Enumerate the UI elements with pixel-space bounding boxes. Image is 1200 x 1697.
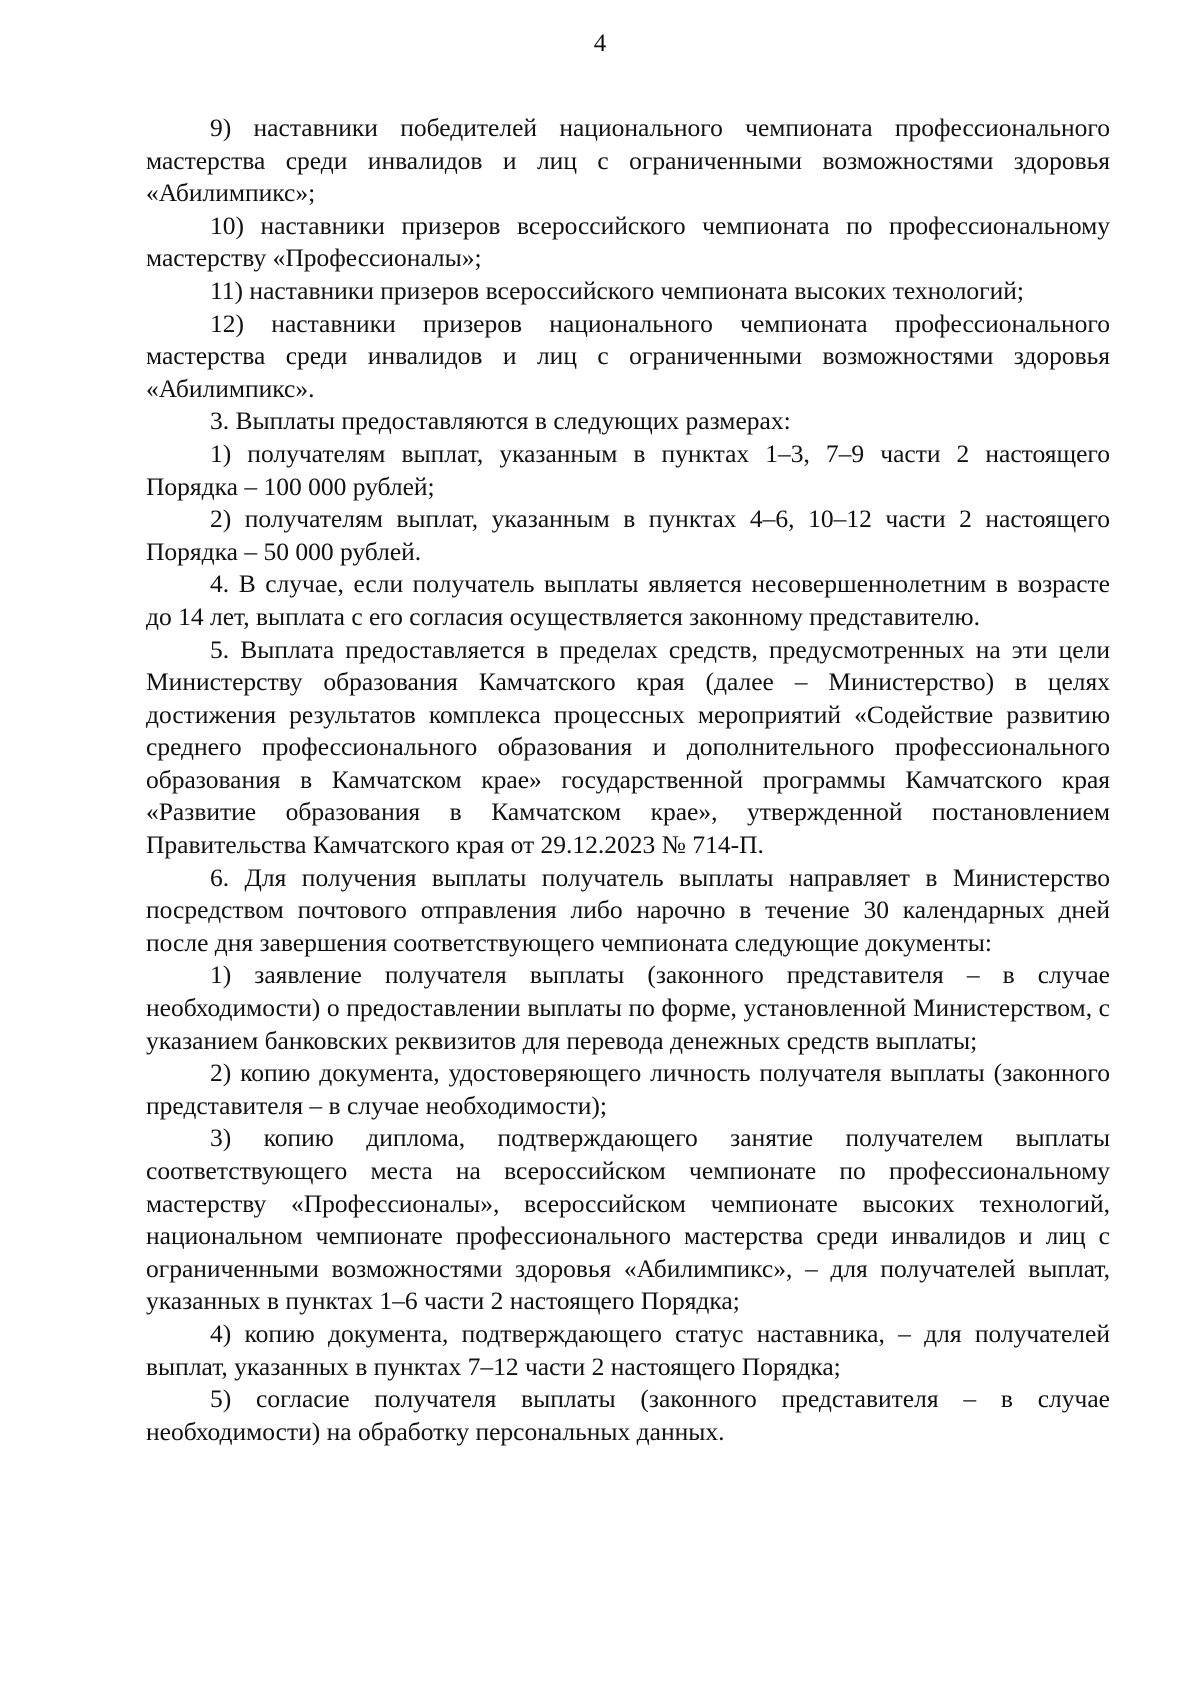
paragraph-item-12: 12) наставники призеров национального чемпионата профессионального мастерства среди инвалидов и лиц с ограниченными возможностями здоровья «Абилимпикс». (146, 308, 1110, 403)
paragraph-section-6-item-2: 2) копию документа, удостоверяющего личность получателя выплаты (законного представителя – в случае необходимости); (146, 1058, 1110, 1120)
paragraph-section-3: 3. Выплаты предоставляются в следующих размерах: (210, 406, 791, 436)
paragraph-section-6-item-3: 3) копию диплома, подтверждающего занятие получателем выплаты соответствующего места на всероссийском чемпионате по профессиональному мастерству «Профессионалы», всероссийском чемпионате высоких технологий, национальном чемпионате профессионального мастерства среди инвалидов и лиц с ограниченными возможностями здоровья «Абилимпикс», – для получателей выплат, указанных в пунктах 1–6 части 2 настоящего Порядка; (146, 1123, 1110, 1316)
paragraph-item-11: 11) наставники призеров всероссийского чемпионата высоких технологий; (210, 275, 1025, 305)
paragraph-section-5: 5. Выплата предоставляется в пределах средств, предусмотренных на эти цели Министерству образования Камчатского края (далее – Министерство) в целях достижения результатов комплекса процессных мероприятий «Содействие развитию среднего профессионального образования и дополнительного профессионального образования в Камчатском крае» государственной программы Камчатского края «Развитие образования в Камчатском крае», утвержденной постановлением Правительства Камчатского края от 29.12.2023 № 714-П. (146, 634, 1110, 860)
paragraph-item-10: 10) наставники призеров всероссийского чемпионата по профессиональному мастерству «Профессионалы»; (146, 210, 1110, 273)
document-body (146, 112, 1110, 1448)
paragraph-item-9: 9) наставники победителей национального чемпионата профессионального мастерства среди инвалидов и лиц с ограниченными возможностями здоровья «Абилимпикс»; (146, 113, 1110, 208)
paragraph-section-6-item-5: 5) согласие получателя выплаты (законного представителя – в случае необходимости) на обработку персональных данных. (146, 1384, 1110, 1446)
paragraph-section-4: 4. В случае, если получатель выплаты является несовершеннолетним в возрасте до 14 лет, выплата с его согласия осуществляется законному представителю. (146, 569, 1110, 631)
paragraph-section-6-item-1: 1) заявление получателя выплаты (законного представителя – в случае необходимости) о предоставлении выплаты по форме, установленной Министерством, с указанием банковских реквизитов для перевода денежных средств выплаты; (146, 960, 1110, 1055)
paragraph-section-6: 6. Для получения выплаты получатель выплаты направляет в Министерство посредством почтового отправления либо нарочно в течение 30 календарных дней после дня завершения соответствующего чемпионата следующие документы: (146, 862, 1110, 957)
paragraph-section-6-item-4: 4) копию документа, подтверждающего статус наставника, – для получателей выплат, указанных в пунктах 7–12 части 2 настоящего Порядка; (146, 1318, 1110, 1381)
paragraph-section-3-item-2: 2) получателям выплат, указанным в пунктах 4–6, 10–12 части 2 настоящего Порядка – 50 000 рублей. (146, 504, 1110, 566)
page-number: 4 (593, 30, 607, 57)
paragraph-section-3-item-1: 1) получателям выплат, указанным в пунктах 1–3, 7–9 части 2 настоящего Порядка – 100 000 рублей; (146, 438, 1110, 501)
